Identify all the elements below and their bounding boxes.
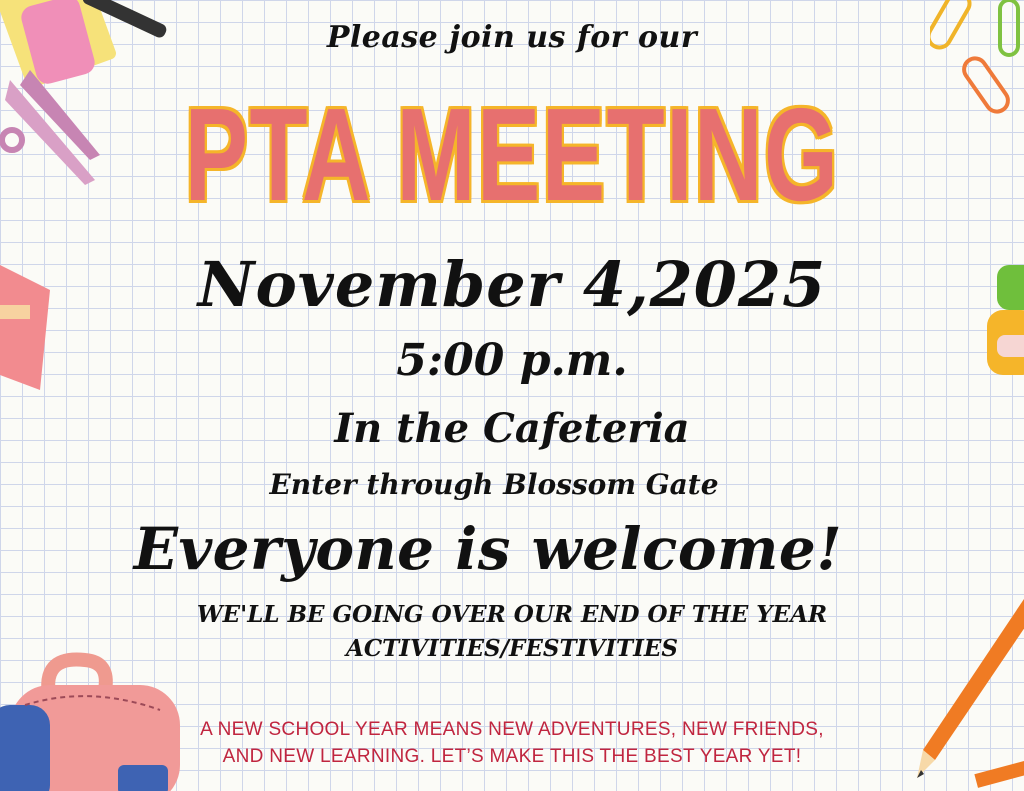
paperclip-icon (930, 0, 1024, 120)
page-title: PTA MEETING (184, 81, 840, 228)
intro-text: Please join us for our (326, 20, 698, 55)
entrance-note: Enter through Blossom Gate (269, 468, 719, 501)
agenda-line-1: WE'LL BE GOING OVER OUR END OF THE YEAR (196, 601, 828, 628)
meeting-date: November 4,2025 (197, 248, 827, 321)
footer-line-2: AND NEW LEARNING. LET’S MAKE THIS THE BEST YEAR YET! (222, 746, 802, 767)
meeting-time: 5:00 p.m. (396, 335, 628, 386)
agenda-line-2: ACTIVITIES/FESTIVITIES (345, 635, 678, 662)
agenda-text (0, 598, 1024, 666)
footer-line-1: A NEW SCHOOL YEAR MEANS NEW ADVENTURES, NEW FRIENDS, (200, 719, 824, 740)
scissors-icon (0, 60, 110, 190)
footer-message (0, 716, 1024, 770)
meeting-location: In the Cafeteria (334, 405, 690, 452)
welcome-text: Everyone is welcome! (133, 515, 843, 583)
